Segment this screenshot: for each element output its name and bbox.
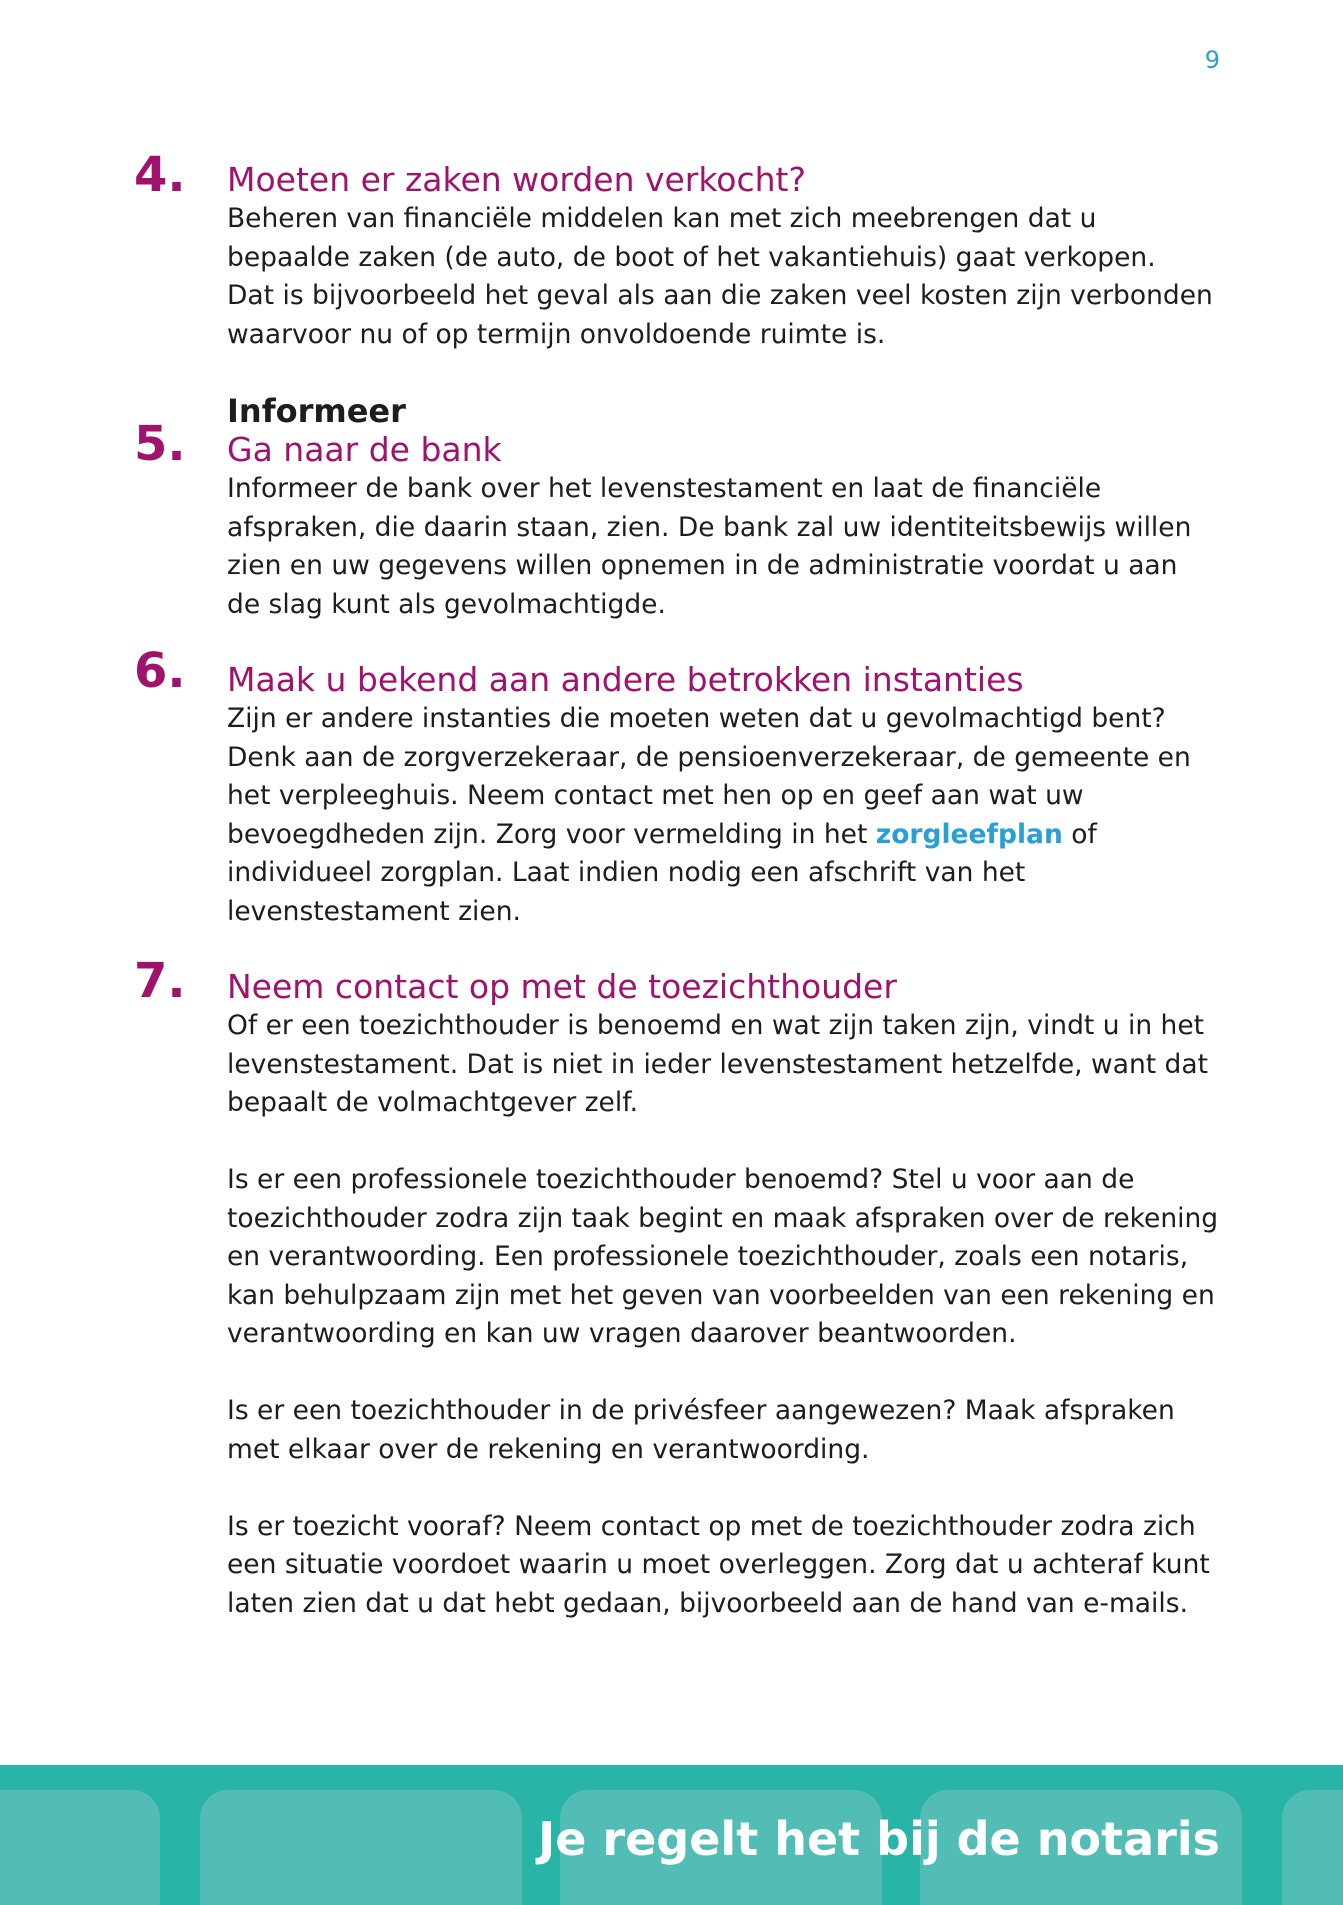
body-line: kan behulpzaam zijn met het geven van voorbeelden van een rekening en [227,1279,1215,1311]
section-content [227,160,1227,354]
body-line: Dat is bijvoorbeeld het geval als aan die zaken veel kosten zijn verbonden [227,280,1213,311]
section-paragraph [227,1508,1227,1624]
section-paragraph [227,1007,1227,1123]
body-line: levenstestament. Dat is niet in ieder levenstestament hetzelfde, want dat [227,1048,1209,1080]
body-line: Denk aan de zorgverzekeraar, de pensioenverzekeraar, de gemeente en [227,741,1191,773]
section-content [227,392,1227,624]
body-line: de slag kunt als gevolmachtigde. [227,588,666,620]
section-heading: Ga naar de bank [227,430,502,469]
body-line: toezichthouder zodra zijn taak begint en maak afspraken over de rekening [227,1202,1219,1234]
zorgleefplan-link[interactable]: zorgleefplan [875,818,1063,850]
page-number: 9 [1204,46,1220,74]
footer-tab-decoration [1282,1790,1343,1905]
section-body [227,700,1227,931]
body-line: Is er een professionele toezichthouder benoemd? Stel u voor aan de [227,1164,1135,1195]
body-line: bepaalt de volmachtgever zelf. [227,1087,639,1118]
section-number: 4. [134,147,186,203]
section-content [227,660,1227,931]
section-heading: Neem contact op met de toezichthouder [227,967,897,1006]
body-line: een situatie voordoet waarin u moet overleggen. Zorg dat u achteraf kunt [227,1549,1210,1580]
body-line: Informeer de bank over het levenstestament en laat de financiële [227,473,1102,504]
section-number: 7. [134,953,186,1009]
body-line-with-link [227,816,1227,855]
footer-title: Je regelt het bij de notaris [538,1812,1220,1866]
section-paragraph [227,1392,1227,1469]
body-line: Is er een toezichthouder in de privésfeer aangewezen? Maak afspraken [227,1395,1175,1426]
body-line: Of er een toezichthouder is benoemd en wat zijn taken zijn, vindt u in het [227,1010,1205,1041]
body-line: Is er toezicht vooraf? Neem contact op met de toezichthouder zodra zich [227,1510,1196,1542]
section-body [227,200,1227,354]
body-line: bepaalde zaken (de auto, de boot of het vakantiehuis) gaat verkopen. [227,241,1156,273]
body-line: met elkaar over de rekening en verantwoording. [227,1433,870,1465]
body-line: individueel zorgplan. Laat indien nodig een afschrift van het [227,857,1026,888]
section-pre-heading: Informeer [227,392,406,430]
section-heading: Maak u bekend aan andere betrokken instanties [227,660,1024,699]
body-line: Beheren van financiële middelen kan met zich meebrengen dat u [227,203,1097,234]
body-line: Zijn er andere instanties die moeten weten dat u gevolmachtigd bent? [227,703,1166,734]
body-line: verantwoording en kan uw vragen daarover beantwoorden. [227,1318,1017,1349]
section-paragraph [227,1161,1227,1354]
section-heading: Moeten er zaken worden verkocht? [227,160,807,199]
body-line: laten zien dat u dat hebt gedaan, bijvoorbeeld aan de hand van e-mails. [227,1587,1189,1619]
body-line: waarvoor nu of op termijn onvoldoende ruimte is. [227,318,886,350]
section-number: 6. [134,643,186,699]
section-content [227,967,1227,1623]
body-line: zien en uw gegevens willen opnemen in de administratie voordat u aan [227,550,1178,581]
body-text: of [1062,818,1097,850]
body-line: afspraken, die daarin staan, zien. De bank zal uw identiteitsbewijs willen [227,511,1192,543]
body-text: bevoegdheden zijn. Zorg voor vermelding in het [227,818,876,850]
body-line: het verpleeghuis. Neem contact met hen op en geef aan wat uw [227,780,1084,811]
body-line: levenstestament zien. [227,895,521,927]
section-number: 5. [134,416,186,472]
section-body [227,470,1227,624]
footer-tab-decoration [200,1790,522,1905]
body-line: en verantwoording. Een professionele toezichthouder, zoals een notaris, [227,1241,1189,1272]
footer-tab-decoration [0,1790,160,1905]
